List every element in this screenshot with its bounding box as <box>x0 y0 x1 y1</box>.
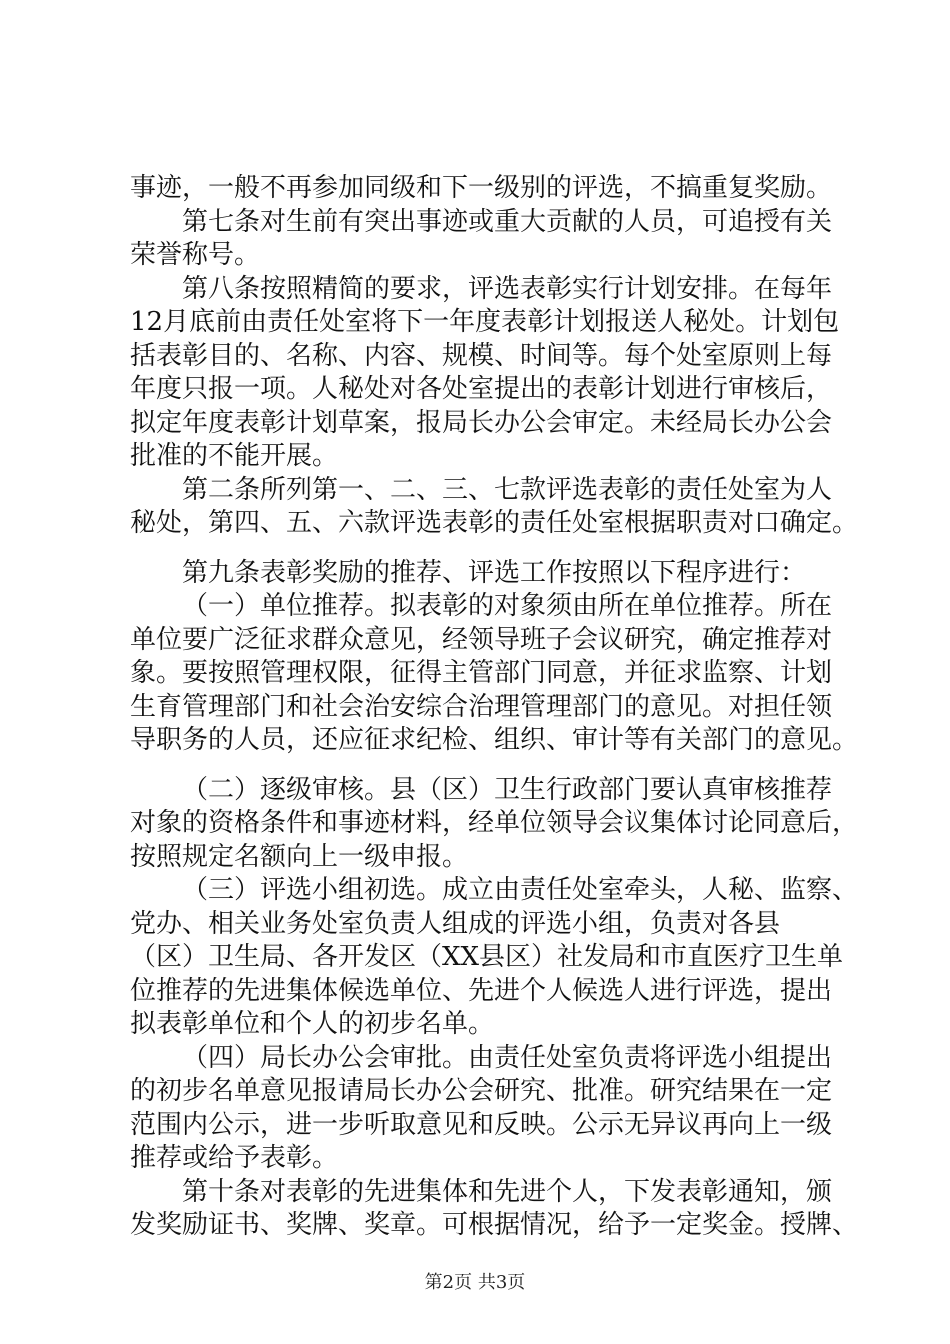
text-line: 括表彰目的、名称、内容、规模、时间等。每个处室原则上每 <box>130 340 833 371</box>
text-line: 推荐或给予表彰。 <box>130 1143 339 1173</box>
text-line: 的初步名单意见报请局长办公会研究、批准。研究结果在一定 <box>130 1076 833 1106</box>
text-line: 事迹，一般不再参加同级和下一级别的评选，不搞重复奖励。 <box>130 173 833 203</box>
text-line: 生育管理部门和社会治安综合治理管理部门的意见。对担任领 <box>130 691 833 722</box>
paragraph <box>130 172 835 206</box>
paragraph <box>130 874 859 1042</box>
text-line: 范围内公示，进一步听取意见和反映。公示无异议再向上一级 <box>130 1109 833 1140</box>
text-line: （区）卫生局、各开发区（XX县区）社发局和市直医疗卫生单 <box>130 942 844 972</box>
text-line: 对象的资格条件和事迹材料，经单位领导会议集体讨论同意后， <box>130 808 859 838</box>
paragraph <box>130 273 840 474</box>
text-line: 导职务的人员，还应征求纪检、组织、审计等有关部门的意见。 <box>130 725 859 755</box>
paragraph <box>130 1176 859 1243</box>
document-body <box>130 172 859 1243</box>
paragraph-gap <box>130 758 835 774</box>
text-line: 拟表彰单位和个人的初步名单。 <box>130 1009 495 1039</box>
text-line: 第八条按照精简的要求，评选表彰实行计划安排。在每年 <box>182 273 833 304</box>
paragraph <box>130 206 835 273</box>
text-line: （二）逐级审核。县（区）卫生行政部门要认真审核推荐 <box>182 774 833 805</box>
text-line: 年度只报一项。人秘处对各处室提出的表彰计划进行审核后， <box>130 374 833 404</box>
text-line: 按照规定名额向上一级申报。 <box>130 841 469 872</box>
text-line: 第七条对生前有突出事迹或重大贡献的人员，可追授有关 <box>182 206 833 237</box>
text-line: 批准的不能开展。 <box>130 441 339 471</box>
paragraph <box>130 557 835 591</box>
text-line: 第九条表彰奖励的推荐、评选工作按照以下程序进行： <box>182 557 807 588</box>
text-line: 第十条对表彰的先进集体和先进个人，下发表彰通知，颁 <box>182 1176 833 1207</box>
text-line: 12月底前由责任处室将下一年度表彰计划报送人秘处。计划包 <box>130 307 840 337</box>
page-footer <box>0 1271 950 1295</box>
text-line: （四）局长办公会审批。由责任处室负责将评选小组提出 <box>182 1042 833 1073</box>
text-line: 党办、相关业务处室负责人组成的评选小组，负责对各县 <box>130 908 781 939</box>
text-line: 荣誉称号。 <box>130 240 261 270</box>
text-line: 单位要广泛征求群众意见，经领导班子会议研究，确定推荐对 <box>130 624 833 655</box>
paragraph-gap <box>130 541 835 557</box>
page-number: 第2页 共3页 <box>424 1272 526 1293</box>
text-line: 第二条所列第一、二、三、七款评选表彰的责任处室为人 <box>182 474 833 505</box>
text-line: 位推荐的先进集体候选单位、先进个人候选人进行评选，提出 <box>130 975 833 1006</box>
text-line: 拟定年度表彰计划草案，报局长办公会审定。未经局长办公会 <box>130 407 833 438</box>
paragraph <box>130 774 859 875</box>
text-line: 象。要按照管理权限，征得主管部门同意，并征求监察、计划 <box>130 658 833 688</box>
paragraph <box>130 474 859 541</box>
text-line: 发奖励证书、奖牌、奖章。可根据情况，给予一定奖金。授牌、 <box>130 1210 859 1240</box>
paragraph <box>130 590 859 758</box>
text-line: （三）评选小组初选。成立由责任处室牵头，人秘、监察、 <box>182 875 859 905</box>
paragraph <box>130 1042 835 1176</box>
text-line: 秘处，第四、五、六款评选表彰的责任处室根据职责对口确定。 <box>130 508 859 538</box>
text-line: （一）单位推荐。拟表彰的对象须由所在单位推荐。所在 <box>182 591 833 621</box>
